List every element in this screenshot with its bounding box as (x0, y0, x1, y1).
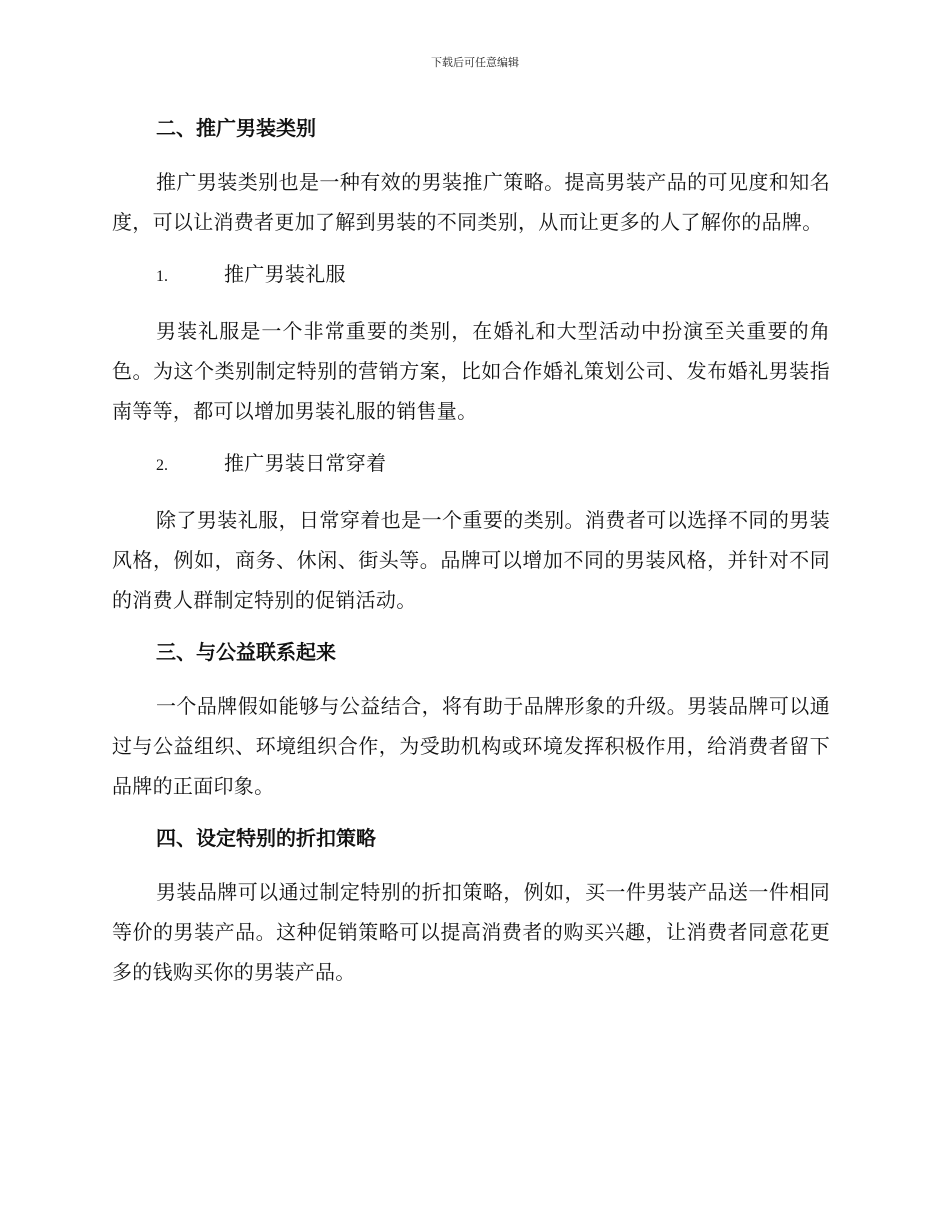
section-heading-3: 三、与公益联系起来 (156, 640, 336, 664)
document-body (112, 108, 830, 1004)
header-note: 下载后可任意编辑 (431, 56, 519, 69)
section-paragraph-2: 推广男装类别也是一种有效的男装推广策略。提高男装产品的可见度和知名度，可以让消费者更加了解到男装的不同类别，从而让更多的人了解你的品牌。 (112, 170, 830, 234)
list-item-1 (112, 254, 830, 297)
section-paragraph-4: 男装品牌可以通过制定特别的折扣策略，例如，买一件男装产品送一件相同等价的男装产品。这种促销策略可以提高消费者的购买兴趣，让消费者同意花更多的钱购买你的男装产品。 (112, 880, 830, 984)
section-paragraph-3: 一个品牌假如能够与公益结合，将有助于品牌形象的升级。男装品牌可以通过与公益组织、环境组织合作，为受助机构或环境发挥积极作用，给消费者留下品牌的正面印象。 (112, 694, 830, 798)
list-number-2: 2. (156, 457, 168, 474)
list-number-1: 1. (156, 268, 168, 285)
list-item-2 (112, 443, 830, 486)
list-paragraph-2: 除了男装礼服，日常穿着也是一个重要的类别。消费者可以选择不同的男装风格，例如，商务、休闲、街头等。品牌可以增加不同的男装风格，并针对不同的消费人群制定特别的促销活动。 (112, 508, 830, 612)
list-paragraph-1: 男装礼服是一个非常重要的类别，在婚礼和大型活动中扮演至关重要的角色。为这个类别制定特别的营销方案，比如合作婚礼策划公司、发布婚礼男装指南等等，都可以增加男装礼服的销售量。 (112, 319, 830, 423)
list-title-2: 推广男装日常穿着 (224, 451, 387, 475)
list-title-1: 推广男装礼服 (224, 262, 346, 286)
section-heading-2: 二、推广男装类别 (156, 116, 316, 140)
section-heading-4: 四、设定特别的折扣策略 (156, 826, 376, 850)
